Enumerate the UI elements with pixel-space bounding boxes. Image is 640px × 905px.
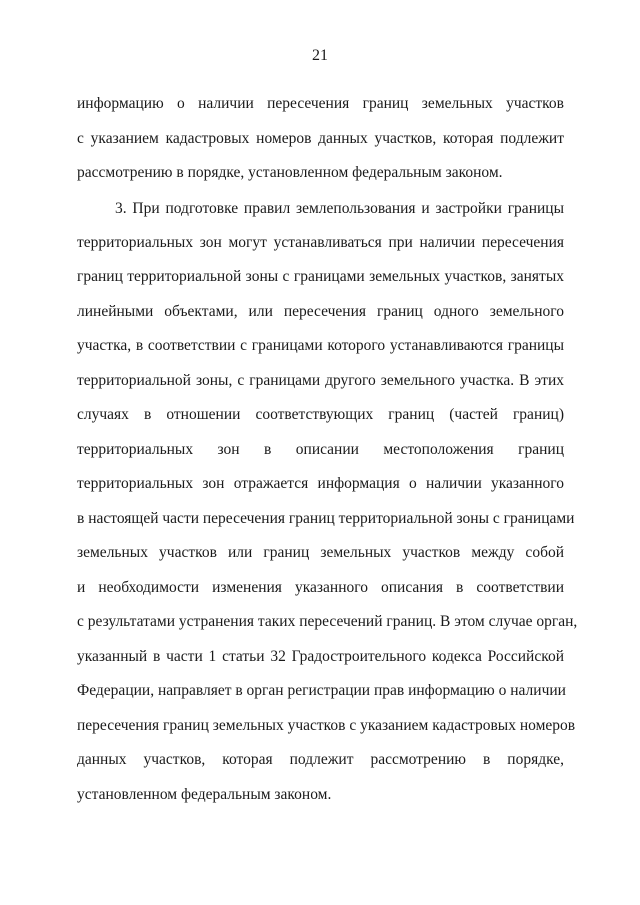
text-line: с указанием кадастровых номеров данных участков, которая подлежит: [77, 130, 564, 147]
paragraph-first-line: 3. При подготовке правил землепользования и застройки границы: [115, 200, 564, 217]
text-line: линейными объектами, или пересечения границ одного земельного: [77, 303, 564, 320]
text-line: в настоящей части пересечения границ территориальной зоны с границами: [77, 510, 575, 527]
page-number: 21: [312, 47, 328, 64]
text-line: данных участков, которая подлежит рассмотрению в порядке,: [77, 751, 564, 768]
text-line: и необходимости изменения указанного описания в соответствии: [77, 579, 564, 596]
text-line: пересечения границ земельных участков с указанием кадастровых номеров: [77, 717, 576, 734]
text-line: территориальной зоны, с границами другого земельного участка. В этих: [77, 372, 564, 389]
text-line: установленном федеральным законом.: [77, 786, 332, 803]
text-line: территориальных зон могут устанавливаться при наличии пересечения: [77, 234, 564, 251]
text-line: Федерации, направляет в орган регистрации прав информацию о наличии: [77, 682, 566, 699]
text-line: границ территориальной зоны с границами земельных участков, занятых: [77, 268, 564, 285]
text-line: с результатами устранения таких пересечений границ. В этом случае орган,: [77, 613, 578, 630]
text-line: территориальных зон в описании местоположения границ: [77, 441, 564, 458]
text-line: рассмотрению в порядке, установленном федеральным законом.: [77, 164, 503, 181]
text-line: участка, в соответствии с границами которого устанавливаются границы: [77, 337, 564, 354]
text-line: земельных участков или границ земельных участков между собой: [77, 544, 564, 561]
text-line: территориальных зон отражается информация о наличии указанного: [77, 475, 564, 492]
text-line: указанный в части 1 статьи 32 Градостроительного кодекса Российской: [77, 648, 564, 665]
text-line: случаях в отношении соответствующих границ (частей границ): [77, 406, 564, 423]
text-line: информацию о наличии пересечения границ земельных участков: [77, 95, 564, 112]
